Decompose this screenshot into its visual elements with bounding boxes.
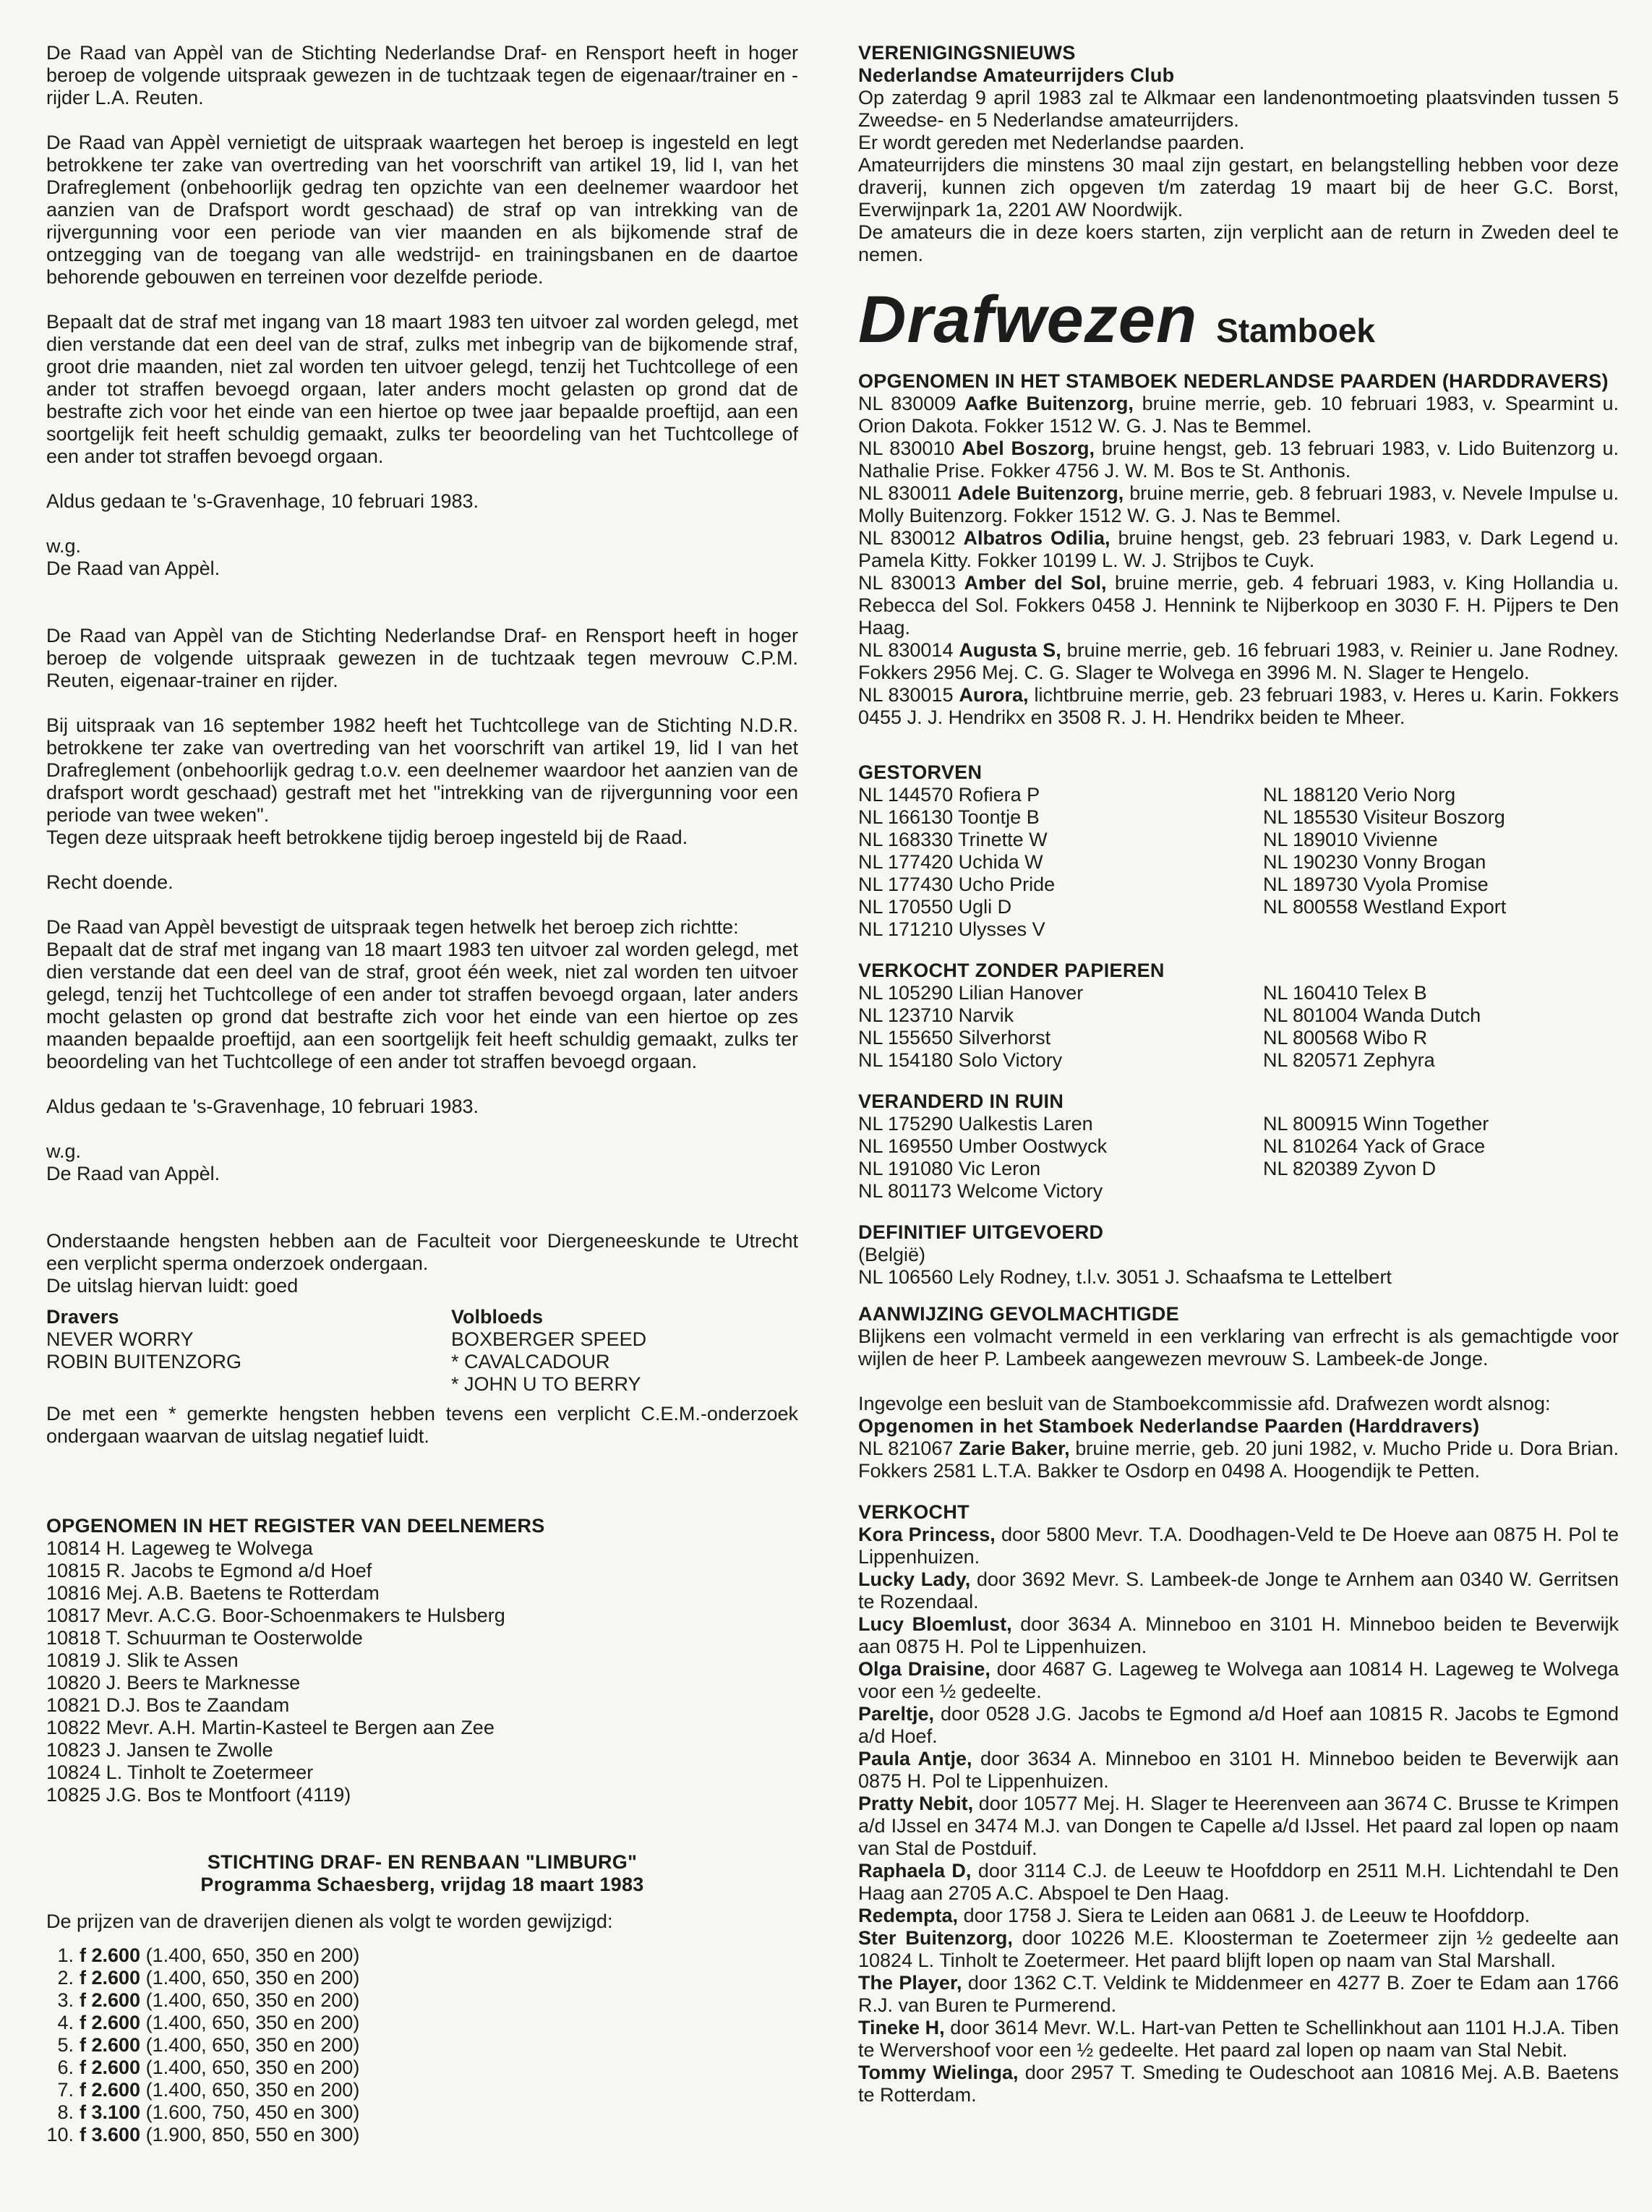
list-item: NL 189730 Vyola Promise [1263, 874, 1489, 895]
list-item: NL 171210 Ulysses V [858, 918, 1045, 940]
definitief-heading: DEFINITIEF UITGEVOERD [858, 1221, 1104, 1243]
list-item: Lucky Lady, door 3692 Mevr. S. Lambeek-de Jonge te Arnhem aan 0340 W. Gerritsen te Rozendaal. [858, 1568, 1619, 1613]
list-item: NL 830012 Albatros Odilia, bruine hengst, geb. 23 februari 1983, v. Dark Legend u. Pamela Kitty. Fokker 10199 L. W. J. Strijbos te Cuyk. [858, 527, 1619, 571]
paragraph: De Raad van Appèl vernietigt de uitspraak waartegen het beroep is ingesteld en legt betrokkene ter zake van overtreding van het voorschrift van artikel 19, lid I, van het Drafreglement (onbehoorlijk gedrag ten opzichte van een deelnemer waardoor het aanzien van de Drafsport wordt geschaad) de straf op van intrekking van de rijvergunning voor een periode van vier maanden en als bijkomende straf de ontzegging van de toegang van alle wedstrijd- en trainingsbanen en de daartoe behorende gebouwen en terreinen voor dezelfde periode. [46, 132, 798, 288]
list-item: * JOHN U TO BERRY [451, 1373, 641, 1395]
list-item: NL 190230 Vonny Brogan [1263, 851, 1486, 873]
paragraph: De uitslag hiervan luidt: goed [46, 1275, 299, 1297]
section-masthead [858, 283, 1619, 356]
paragraph: De Raad van Appèl van de Stichting Nederlandse Draf- en Rensport heeft in hoger beroep de volgende uitspraak gewezen in de tuchtzaak tegen mevrouw C.P.M. Reuten, eigenaar-trainer en rijder. [46, 625, 798, 691]
list-item: NL 188120 Verio Norg [1263, 784, 1456, 806]
prize-row: 1. f 2.600 (1.400, 650, 350 en 200) [57, 1944, 360, 1966]
limburg-subheading: Programma Schaesberg, vrijdag 18 maart 1983 [200, 1874, 644, 1895]
list-item: NL 105290 Lilian Hanover [858, 982, 1084, 1004]
register-heading: OPGENOMEN IN HET REGISTER VAN DEELNEMERS [46, 1515, 545, 1537]
list-item: Redempta, door 1758 J. Siera te Leiden aan 0681 J. de Leeuw te Hoofddorp. [858, 1905, 1531, 1926]
verkocht-heading: VERKOCHT [858, 1501, 970, 1523]
list-item: NL 801173 Welcome Victory [858, 1180, 1103, 1202]
prize-row: 2. f 2.600 (1.400, 650, 350 en 200) [57, 1967, 360, 1989]
list-item: 10814 H. Lageweg te Wolvega [46, 1537, 313, 1559]
list-item: Raphaela D, door 3114 C.J. de Leeuw te Hoofddorp en 2511 M.H. Lichtendahl te Den Haag aan 2705 A.C. Abspoel te Den Haag. [858, 1860, 1619, 1904]
list-item: * CAVALCADOUR [451, 1351, 610, 1372]
list-item: 10820 J. Beers te Marknesse [46, 1672, 301, 1694]
list-item: NL 830009 Aafke Buitenzorg, bruine merrie, geb. 10 februari 1983, v. Spearmint u. Orion Dakota. Fokker 1512 W. G. J. Nas te Bemmel. [858, 393, 1619, 437]
list-item: NL 820389 Zyvon D [1263, 1158, 1437, 1179]
prize-row: 5. f 2.600 (1.400, 650, 350 en 200) [57, 2034, 360, 2056]
list-item: NL 177420 Uchida W [858, 851, 1043, 873]
paragraph: Bepaalt dat de straf met ingang van 18 maart 1983 ten uitvoer zal worden gelegd, met dien verstande dat een deel van de straf, groot één week, niet zal worden ten uitvoer gelegd, tenzij het Tuchtcollege of een ander tot straffen bevoegd orgaan, later anders mocht gelasten op grond dat bestrafte zich voor het einde van een hiertoe op zes maanden bepaalde proeftijd, aan een soortgelijk feit heeft schuldig gemaakt, zulks ter beoordeling van het Tuchtcollege of een ander tot straffen bevoegd orgaan. [46, 939, 798, 1072]
limburg-heading: STICHTING DRAF- EN RENBAAN "LIMBURG" [207, 1851, 638, 1873]
list-item: NL 801004 Wanda Dutch [1263, 1004, 1481, 1026]
paragraph: Aldus gedaan te 's-Gravenhage, 10 februari 1983. [46, 1096, 479, 1117]
signature-wg: w.g. [46, 535, 82, 557]
club-subheading: Nederlandse Amateurrijders Club [858, 64, 1175, 86]
list-item: NEVER WORRY [46, 1328, 194, 1350]
dravers-heading: Dravers [46, 1306, 119, 1328]
list-item: BOXBERGER SPEED [451, 1328, 647, 1350]
signature-wg: w.g. [46, 1140, 82, 1162]
drafwezen-title: Drafwezen [858, 283, 1198, 356]
verkocht-list [858, 1524, 1619, 2106]
signature-raad: De Raad van Appèl. [46, 1163, 221, 1184]
list-item: NL 166130 Toontje B [858, 806, 1040, 828]
list-item: NL 189010 Vivienne [1263, 829, 1438, 850]
prize-list [46, 1944, 798, 2146]
list-item: Tineke H, door 3614 Mevr. W.L. Hart-van Petten te Schellinkhout aan 1101 H.J.A. Tiben te Wervershoof voor een ½ gedeelte. Het paard zal lopen op naam van Stal Nebit. [858, 2017, 1619, 2061]
list-item: Tommy Wielinga, door 2957 T. Smeding te Oudeschoot aan 10816 Mej. A.B. Baetens te Rotterdam. [858, 2062, 1619, 2106]
list-item: 10821 D.J. Bos te Zaandam [46, 1694, 290, 1716]
paragraph: NL 106560 Lely Rodney, t.l.v. 3051 J. Schaafsma te Lettelbert [858, 1266, 1392, 1288]
verenigingsnieuws-heading: VERENIGINGSNIEUWS [858, 42, 1076, 64]
list-item: NL 830014 Augusta S, bruine merrie, geb. 16 februari 1983, v. Reinier u. Jane Rodney. Fokkers 2956 Mej. C. G. Slager te Wolvega en 3996 M. N. Slager te Hengelo. [858, 639, 1619, 683]
list-item: NL 820571 Zephyra [1263, 1049, 1435, 1071]
list-item: NL 810264 Yack of Grace [1263, 1135, 1486, 1157]
list-item: NL 175290 Ualkestis Laren [858, 1113, 1093, 1135]
list-item: NL 144570 Rofiera P [858, 784, 1040, 806]
list-item: NL 154180 Solo Victory [858, 1049, 1063, 1071]
paragraph: Blijkens een volmacht vermeld in een verklaring van erfrecht is als gemachtigde voor wijlen de heer P. Lambeek aangewezen mevrouw S. Lambeek-de Jonge. [858, 1325, 1619, 1370]
paragraph: Op zaterdag 9 april 1983 zal te Alkmaar een landenontmoeting plaatsvinden tussen 5 Zweedse- en 5 Nederlandse amateurrijders. [858, 87, 1619, 131]
verkocht-zonder-papieren-heading: VERKOCHT ZONDER PAPIEREN [858, 960, 1165, 981]
paragraph: Onderstaande hengsten hebben aan de Faculteit voor Diergeneeskunde te Utrecht een verplicht sperma onderzoek ondergaan. [46, 1230, 798, 1274]
list-item: NL 177430 Ucho Pride [858, 874, 1056, 895]
list-item: Pratty Nebit, door 10577 Mej. H. Slager te Heerenveen aan 3674 C. Brusse te Krimpen a/d IJssel en 3474 M.J. van Dongen te Capelle a/d IJssel. Het paard zal lopen op naam van Stal de Postduif. [858, 1793, 1619, 1859]
gestorven-list [858, 784, 1619, 941]
list-item: NL 185530 Visiteur Boszorg [1263, 806, 1505, 828]
list-item: NL 168330 Trinette W [858, 829, 1048, 850]
list-item: Ster Buitenzorg, door 10226 M.E. Kloosterman te Zoetermeer zijn ½ gedeelte aan 10824 L. Tinholt te Zoetermeer. Het paard blijft lopen op naam van Stal Marshall. [858, 1927, 1619, 1971]
list-item: Olga Draisine, door 4687 G. Lageweg te Wolvega aan 10814 H. Lageweg te Wolvega voor een ½ gedeelte. [858, 1658, 1619, 1702]
stallion-table [46, 1306, 798, 1396]
list-item: NL 191080 Vic Leron [858, 1158, 1041, 1179]
list-item: 10823 J. Jansen te Zwolle [46, 1739, 273, 1761]
left-column [46, 42, 798, 2146]
aanwijzing-heading: AANWIJZING GEVOLMACHTIGDE [858, 1303, 1179, 1325]
list-item: NL 830010 Abel Boszorg, bruine hengst, geb. 13 februari 1983, v. Lido Buitenzorg u. Nathalie Prise. Fokker 4756 J. W. M. Bos te St. Anthonis. [858, 437, 1619, 482]
paragraph: De met een * gemerkte hengsten hebben tevens een verplicht C.E.M.-onderzoek ondergaan waarvan de uitslag negatief luidt. [46, 1403, 798, 1447]
list-item: NL 169550 Umber Oostwyck [858, 1135, 1108, 1157]
list-item: NL 800915 Winn Together [1263, 1113, 1489, 1135]
stamboek-title: Stamboek [1216, 312, 1375, 349]
list-item: Lucy Bloemlust, door 3634 A. Minneboo en 3101 H. Minneboo beiden te Beverwijk aan 0875 H. Pol te Lippenhuizen. [858, 1613, 1619, 1657]
list-item: 10819 J. Slik te Assen [46, 1649, 239, 1671]
paragraph: Bepaalt dat de straf met ingang van 18 maart 1983 ten uitvoer zal worden gelegd, met dien verstande dat een deel van de straf, zulks met inbegrip van de bijkomende straf, groot drie maanden, niet zal worden ten uitvoer gelegd, tenzij het Tuchtcollege of een ander tot straffen bevoegd orgaan, later anders mocht gelasten op grond dat de bestrafte zich voor het einde van een hiertoe op twee jaar bepaalde proeftijd, aan een soortgelijk feit heeft schuldig gemaakt, zulks ter beoordeling van het Tuchtcollege of een ander tot straffen bevoegd orgaan. [46, 311, 798, 467]
list-item: 10824 L. Tinholt te Zoetermeer [46, 1762, 314, 1783]
stamboek-list [858, 393, 1619, 729]
prize-row: 3. f 2.600 (1.400, 650, 350 en 200) [57, 1989, 360, 2011]
paragraph: De Raad van Appèl bevestigt de uitspraak tegen hetwelk het beroep zich richtte: [46, 916, 739, 938]
list-item: 10825 J.G. Bos te Montfoort (4119) [46, 1784, 351, 1806]
list-item: Kora Princess, door 5800 Mevr. T.A. Doodhagen-Veld te De Hoeve aan 0875 H. Pol te Lippenhuizen. [858, 1524, 1619, 1568]
list-item: NL 800568 Wibo R [1263, 1027, 1428, 1049]
list-item: NL 170550 Ugli D [858, 896, 1012, 918]
right-column [858, 42, 1619, 2106]
paragraph: Amateurrijders die minstens 30 maal zijn gestart, en belangstelling hebben voor deze draverij, kunnen zich opgeven t/m zaterdag 19 maart bij de heer G.C. Borst, Everwijnpark 1a, 2201 AW Noordwijk. [858, 154, 1619, 221]
list-item: NL 830013 Amber del Sol, bruine merrie, geb. 4 februari 1983, v. King Hollandia u. Rebecca del Sol. Fokkers 0458 J. Hennink te Nijberkoop en 3030 F. H. Pijpers te Den Haag. [858, 572, 1619, 639]
veranderd-in-ruin-heading: VERANDERD IN RUIN [858, 1090, 1064, 1112]
paragraph: Bij uitspraak van 16 september 1982 heeft het Tuchtcollege van de Stichting N.D.R. betrokkene ter zake van overtreding van het voorschrift van artikel 19, lid I van het Drafreglement (onbehoorlijk gedrag t.o.v. een deelnemer waardoor het aanzien van de drafsport wordt geschaad) gestraft met het "intrekking van de rijvergunning voor een periode van twee weken". [46, 714, 798, 826]
prize-row: 4. f 2.600 (1.400, 650, 350 en 200) [57, 2012, 360, 2033]
verkocht-zonder-papieren-list [858, 982, 1619, 1072]
list-item: 10817 Mevr. A.C.G. Boor-Schoenmakers te Hulsberg [46, 1605, 505, 1626]
paragraph: (België) [858, 1244, 926, 1265]
list-item: NL 155650 Silverhorst [858, 1027, 1051, 1049]
list-item: NL 821067 Zarie Baker, bruine merrie, geb. 20 juni 1982, v. Mucho Pride u. Dora Brian. Fokkers 2581 L.T.A. Bakker te Osdorp en 0498 A. Hoogendijk te Petten. [858, 1438, 1619, 1482]
paragraph: Recht doende. [46, 871, 174, 893]
list-item: 10815 R. Jacobs te Egmond a/d Hoef [46, 1560, 372, 1581]
list-item: NL 830011 Adele Buitenzorg, bruine merrie, geb. 8 februari 1983, v. Nevele Impulse u. Molly Buitenzorg. Fokker 1512 W. G. J. Nas te Bemmel. [858, 482, 1619, 526]
veranderd-in-ruin-list [858, 1113, 1619, 1203]
list-item: NL 160410 Telex B [1263, 982, 1427, 1004]
prize-row: 7. f 2.600 (1.400, 650, 350 en 200) [57, 2079, 360, 2101]
volbloeds-heading: Volbloeds [451, 1306, 544, 1328]
list-item: NL 800558 Westland Export [1263, 896, 1507, 918]
paragraph: Aldus gedaan te 's-Gravenhage, 10 februari 1983. [46, 490, 479, 512]
list-item: Paula Antje, door 3634 A. Minneboo en 3101 H. Minneboo beiden te Beverwijk aan 0875 H. Pol te Lippenhuizen. [858, 1748, 1619, 1792]
list-item: NL 123710 Narvik [858, 1004, 1014, 1026]
prize-row: 6. f 2.600 (1.400, 650, 350 en 200) [57, 2057, 360, 2078]
list-item: NL 830015 Aurora, lichtbruine merrie, geb. 23 februari 1983, v. Heres u. Karin. Fokkers 0455 J. J. Hendrikx en 3508 R. J. H. Hendrikx beiden te Mheer. [858, 684, 1619, 728]
prize-row: 8. f 3.100 (1.600, 750, 450 en 300) [57, 2101, 360, 2123]
paragraph: De prijzen van de draverijen dienen als volgt te worden gewijzigd: [46, 1910, 613, 1932]
paragraph: Tegen deze uitspraak heeft betrokkene tijdig beroep ingesteld bij de Raad. [46, 827, 688, 848]
stamboek-subheading: Opgenomen in het Stamboek Nederlandse Paarden (Harddravers) [858, 1415, 1480, 1437]
paragraph: De Raad van Appèl van de Stichting Nederlandse Draf- en Rensport heeft in hoger beroep de volgende uitspraak gewezen in de tuchtzaak tegen de eigenaar/trainer en -rijder L.A. Reuten. [46, 42, 798, 108]
list-item: The Player, door 1362 C.T. Veldink te Middenmeer en 4277 B. Zoer te Edam aan 1766 R.J. van Buren te Purmerend. [858, 1972, 1619, 2016]
list-item: 10822 Mevr. A.H. Martin-Kasteel te Bergen aan Zee [46, 1717, 495, 1738]
signature-raad: De Raad van Appèl. [46, 558, 221, 579]
list-item: ROBIN BUITENZORG [46, 1351, 242, 1372]
list-item: 10816 Mej. A.B. Baetens te Rotterdam [46, 1582, 380, 1604]
list-item: Pareltje, door 0528 J.G. Jacobs te Egmond a/d Hoef aan 10815 R. Jacobs te Egmond a/d Hoef. [858, 1703, 1619, 1747]
paragraph: Ingevolge een besluit van de Stamboekcommissie afd. Drafwezen wordt alsnog: [858, 1393, 1551, 1414]
stamboek-heading: OPGENOMEN IN HET STAMBOEK NEDERLANDSE PAARDEN (HARDDRAVERS) [858, 370, 1609, 392]
gestorven-heading: GESTORVEN [858, 761, 983, 783]
register-list [46, 1537, 798, 1806]
list-item: 10818 T. Schuurman te Oosterwolde [46, 1627, 363, 1649]
paragraph: Er wordt gereden met Nederlandse paarden. [858, 132, 1245, 153]
paragraph: De amateurs die in deze koers starten, zijn verplicht aan de return in Zweden deel te nemen. [858, 221, 1619, 265]
prize-row: 10. f 3.600 (1.900, 850, 550 en 300) [46, 2124, 360, 2145]
